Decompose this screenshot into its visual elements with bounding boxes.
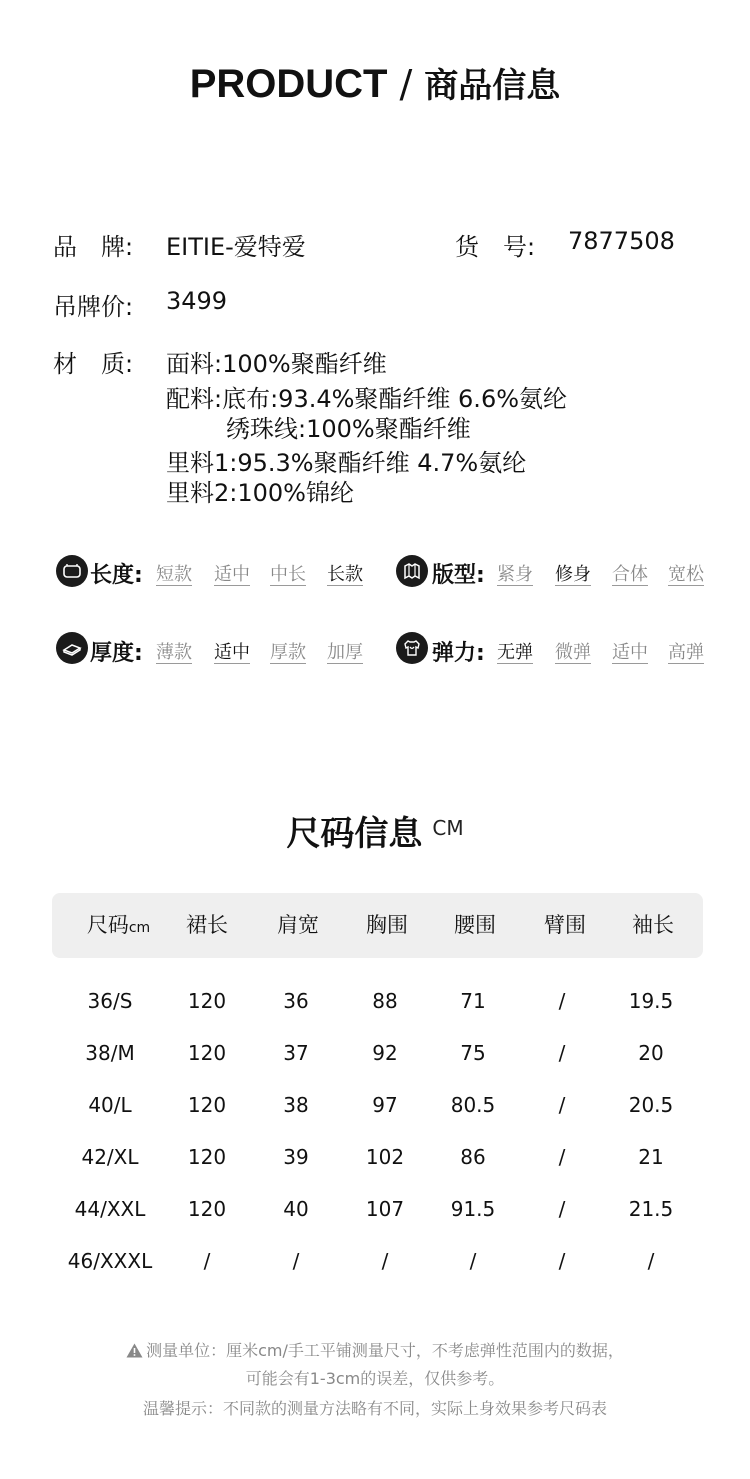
table-cell: / <box>558 1249 566 1273</box>
elasticity-option: 适中 <box>612 642 648 663</box>
table-cell: / <box>292 1249 300 1273</box>
table-header: 肩宽 <box>277 913 319 937</box>
note-line-3: 温馨提示：不同款的测量方法略有不同，实际上身效果参考尺码表 <box>142 1399 607 1418</box>
table-header: 裙长 <box>186 913 228 937</box>
title-cn: 商品信息 <box>424 66 561 106</box>
table-cell: 97 <box>372 1093 398 1117</box>
material-line: 里料1:95.3%聚酯纤维 4.7%氨纶 <box>166 449 527 477</box>
table-header: 臂围 <box>544 913 586 937</box>
table-cell-size: 44/XXL <box>74 1197 146 1221</box>
table-cell: 38 <box>283 1093 309 1117</box>
fit-icon <box>396 555 428 587</box>
table-cell: / <box>558 1145 566 1169</box>
length-title: 长度: <box>90 563 143 588</box>
table-header: 腰围 <box>454 913 496 937</box>
table-cell: / <box>647 1249 655 1273</box>
length-option: 适中 <box>214 564 250 585</box>
fit-option: 紧身 <box>497 564 533 585</box>
length-icon <box>56 555 88 587</box>
elasticity-title: 弹力: <box>432 641 485 666</box>
fit-option-selected: 修身 <box>555 564 591 585</box>
thickness-option-selected: 适中 <box>214 642 250 663</box>
sku-value: 7877508 <box>568 227 675 255</box>
price-label: 吊牌价: <box>53 293 134 321</box>
note-line-2: 可能会有1-3cm的误差，仅供参考。 <box>245 1369 505 1388</box>
elasticity-icon <box>396 632 428 664</box>
table-cell: 75 <box>460 1041 486 1065</box>
elasticity-option: 微弹 <box>555 642 591 663</box>
length-option: 中长 <box>270 564 306 585</box>
table-cell: / <box>469 1249 477 1273</box>
title-en: PRODUCT <box>189 62 388 106</box>
table-cell: 80.5 <box>450 1093 496 1117</box>
table-cell: / <box>558 1093 566 1117</box>
fit-title: 版型: <box>432 563 485 588</box>
table-cell: 107 <box>365 1197 405 1221</box>
material-line: 配料:底布:93.4%聚酯纤维 6.6%氨纶 <box>166 385 568 413</box>
table-cell-size: 46/XXXL <box>67 1249 153 1273</box>
price-value: 3499 <box>166 287 228 315</box>
table-cell: 36 <box>283 989 309 1013</box>
title-slash: / <box>399 62 413 106</box>
fit-option: 合体 <box>612 564 648 585</box>
table-cell: 120 <box>187 1041 227 1065</box>
table-cell: 39 <box>283 1145 309 1169</box>
fit-option: 宽松 <box>668 564 704 585</box>
size-section-title <box>0 806 750 855</box>
table-cell: / <box>558 1197 566 1221</box>
brand-label: 品 牌: <box>53 233 134 261</box>
page-title <box>0 58 750 107</box>
sku-label: 货 号: <box>455 233 536 261</box>
table-header: 胸围 <box>366 913 408 937</box>
table-cell: / <box>558 989 566 1013</box>
thickness-option: 加厚 <box>327 642 363 663</box>
table-cell-size: 42/XL <box>81 1145 139 1169</box>
table-cell-size: 40/L <box>88 1093 132 1117</box>
table-cell: 21 <box>638 1145 664 1169</box>
table-header: 袖长 <box>632 913 674 937</box>
table-cell: 120 <box>187 1093 227 1117</box>
elasticity-option: 高弹 <box>668 642 704 663</box>
size-title-text: 尺码信息 <box>286 814 423 854</box>
material-line: 面料:100%聚酯纤维 <box>166 350 387 378</box>
table-cell: 91.5 <box>450 1197 496 1221</box>
table-cell-size: 38/M <box>85 1041 135 1065</box>
thickness-option: 薄款 <box>156 642 192 663</box>
size-title-unit: CM <box>432 816 464 840</box>
material-line: 绣珠线:100%聚酯纤维 <box>226 415 471 443</box>
note-text-1: 测量单位：厘米cm/手工平铺测量尺寸，不考虑弹性范围内的数据， <box>146 1341 624 1360</box>
material-line: 里料2:100%锦纶 <box>166 479 354 507</box>
table-cell: 37 <box>283 1041 309 1065</box>
table-header-size: 尺码cm <box>86 913 151 937</box>
warning-icon <box>126 1343 143 1358</box>
thickness-option: 厚款 <box>270 642 306 663</box>
table-cell: 71 <box>460 989 486 1013</box>
table-cell: 40 <box>283 1197 309 1221</box>
table-cell: / <box>203 1249 211 1273</box>
table-cell: 120 <box>187 989 227 1013</box>
length-option-selected: 长款 <box>327 564 363 585</box>
table-cell: 88 <box>372 989 398 1013</box>
thickness-title: 厚度: <box>90 641 143 666</box>
table-cell: 92 <box>372 1041 398 1065</box>
length-option: 短款 <box>156 564 192 585</box>
table-cell: / <box>558 1041 566 1065</box>
elasticity-option-selected: 无弹 <box>497 642 533 663</box>
table-cell: 86 <box>460 1145 486 1169</box>
table-cell: 120 <box>187 1197 227 1221</box>
table-cell: 19.5 <box>628 989 674 1013</box>
table-cell: 102 <box>365 1145 405 1169</box>
material-label: 材 质: <box>53 350 134 378</box>
table-cell-size: 36/S <box>87 989 133 1013</box>
table-cell: 21.5 <box>628 1197 674 1221</box>
brand-value: EITIE-爱特爱 <box>166 233 306 261</box>
table-cell: / <box>381 1249 389 1273</box>
thickness-icon <box>56 632 88 664</box>
table-cell: 120 <box>187 1145 227 1169</box>
table-cell: 20 <box>638 1041 664 1065</box>
table-cell: 20.5 <box>628 1093 674 1117</box>
note-line-1 <box>0 1338 750 1361</box>
